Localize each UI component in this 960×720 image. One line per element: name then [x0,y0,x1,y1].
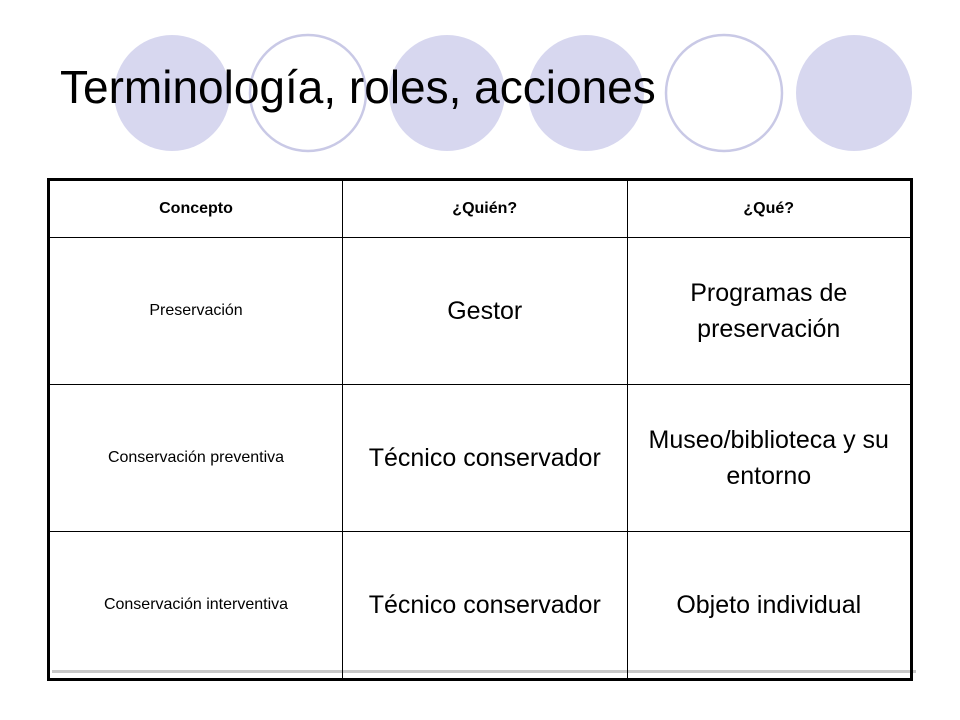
slide-title: Terminología, roles, acciones [60,61,656,113]
table-row [49,385,912,532]
header-que: ¿Qué? [627,180,912,238]
cell-que: Museo/biblioteca y su entorno [627,385,912,532]
cell-concepto: Preservación [49,238,343,385]
cell-concepto: Conservación interventiva [49,532,343,680]
cell-quien: Gestor [343,238,628,385]
terminology-table [47,178,913,681]
header-quien: ¿Quién? [343,180,628,238]
cell-quien: Técnico conservador [343,385,628,532]
table-header-row [49,180,912,238]
table-row [49,238,912,385]
filled-circle [796,35,912,151]
cell-quien: Técnico conservador [343,532,628,680]
header-concepto: Concepto [49,180,343,238]
table-row [49,532,912,680]
cell-que: Objeto individual [627,532,912,680]
cell-concepto: Conservación preventiva [49,385,343,532]
cell-que: Programas de preservación [627,238,912,385]
ring-circle [666,35,782,151]
